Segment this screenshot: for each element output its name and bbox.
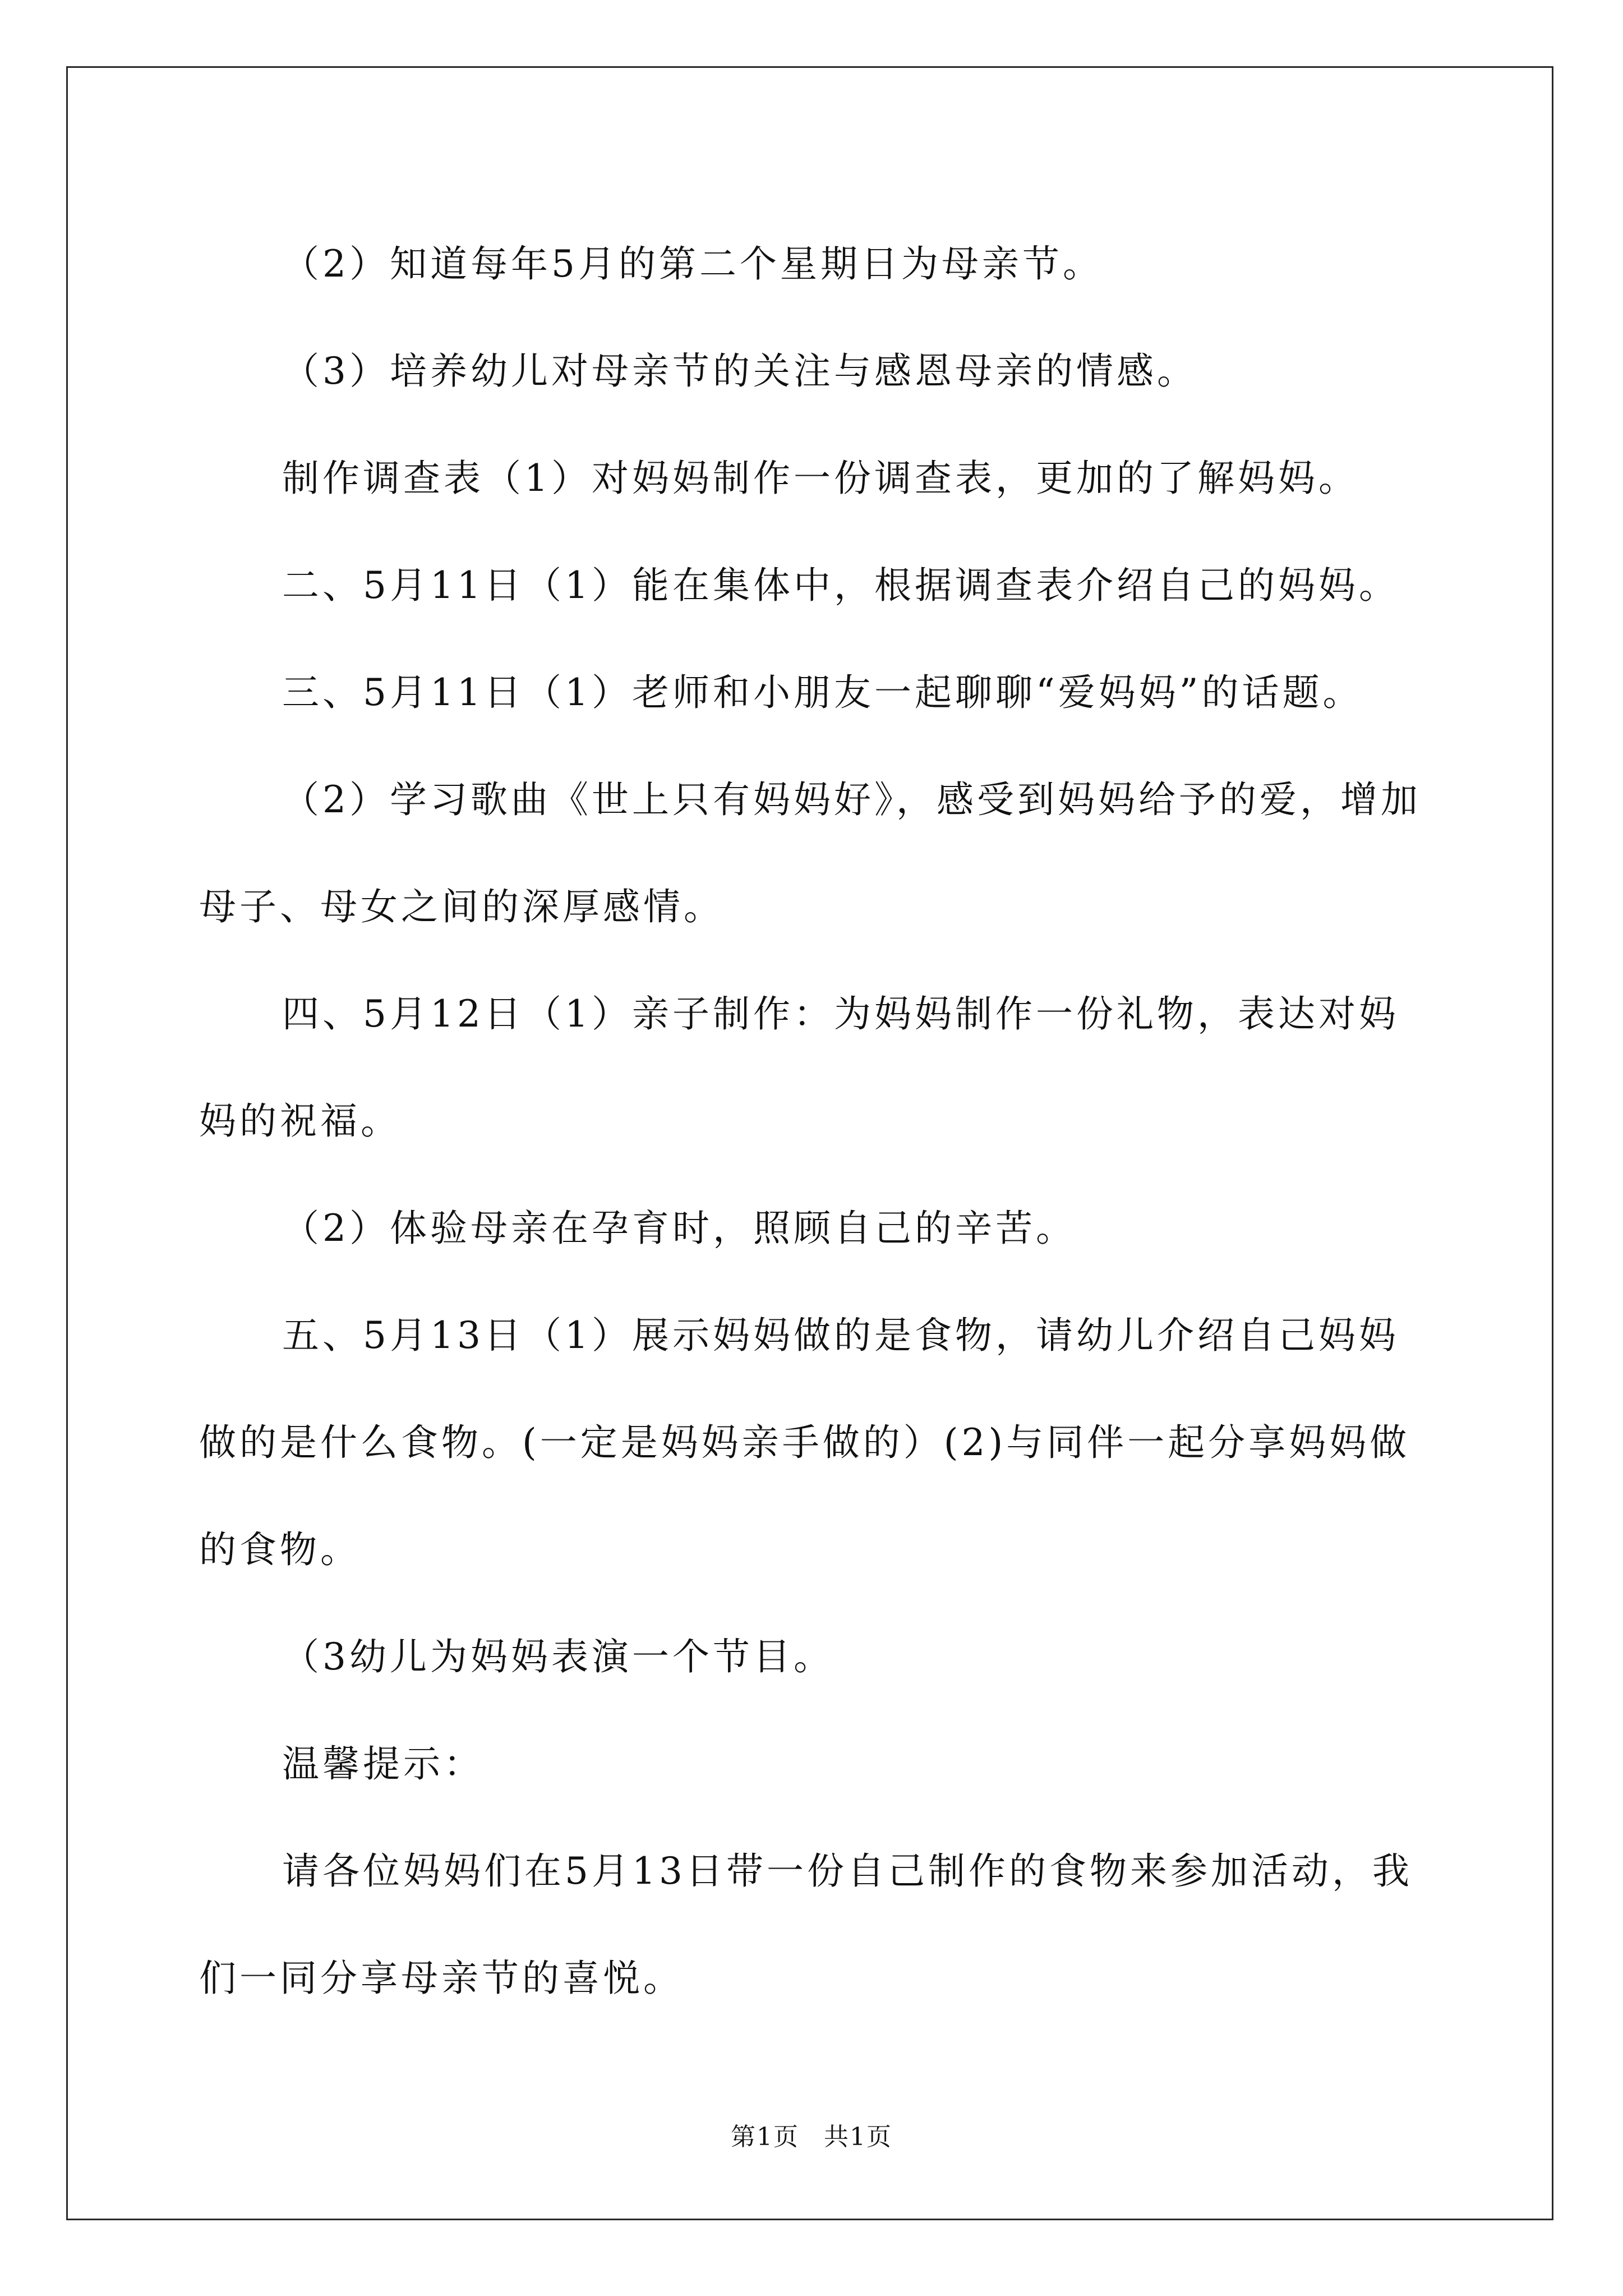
paragraph-step-3-song: （2）学习歌曲《世上只有妈妈好》，感受到妈妈给予的爱，增加母子、母女之间的深厚感情。 [199,778,1421,928]
document-body [199,210,1438,2032]
page-count: 共1页 [824,2123,892,2151]
paragraph-survey: 制作调查表（1）对妈妈制作一份调查表，更加的了解妈妈。 [282,457,1359,500]
paragraph-step-2: 二、5月11日（1）能在集体中，根据调查表介绍自己的妈妈。 [282,564,1399,607]
paragraph-tips-heading: 温馨提示： [282,1742,484,1786]
paragraph-goal-3: （3）培养幼儿对母亲节的关注与感恩母亲的情感。 [282,349,1197,393]
paragraph-step-5: 五、5月13日（1）展示妈妈做的是食物，请幼儿介绍自己妈妈做的是什么食物。(一定是妈妈亲手做的）(2)与同伴一起分享妈妈做的食物。 [199,1314,1410,1571]
page-footer [0,2116,1623,2152]
paragraph-tips-body: 请各位妈妈们在5月13日带一份自己制作的食物来参加活动，我们一同分享母亲节的喜悦。 [199,1849,1413,2000]
paragraph-step-5-performance: （3幼儿为妈妈表演一个节目。 [282,1635,834,1678]
paragraph-goal-2: （2）知道每年5月的第二个星期日为母亲节。 [282,242,1103,286]
page-number: 第1页 [731,2123,799,2151]
paragraph-step-3: 三、5月11日（1）老师和小朋友一起聊聊“爱妈妈”的话题。 [282,671,1363,714]
paragraph-step-4-experience: （2）体验母亲在孕育时，照顾自己的辛苦。 [282,1207,1076,1250]
paragraph-step-4: 四、5月12日（1）亲子制作：为妈妈制作一份礼物，表达对妈妈的祝福。 [199,992,1399,1143]
